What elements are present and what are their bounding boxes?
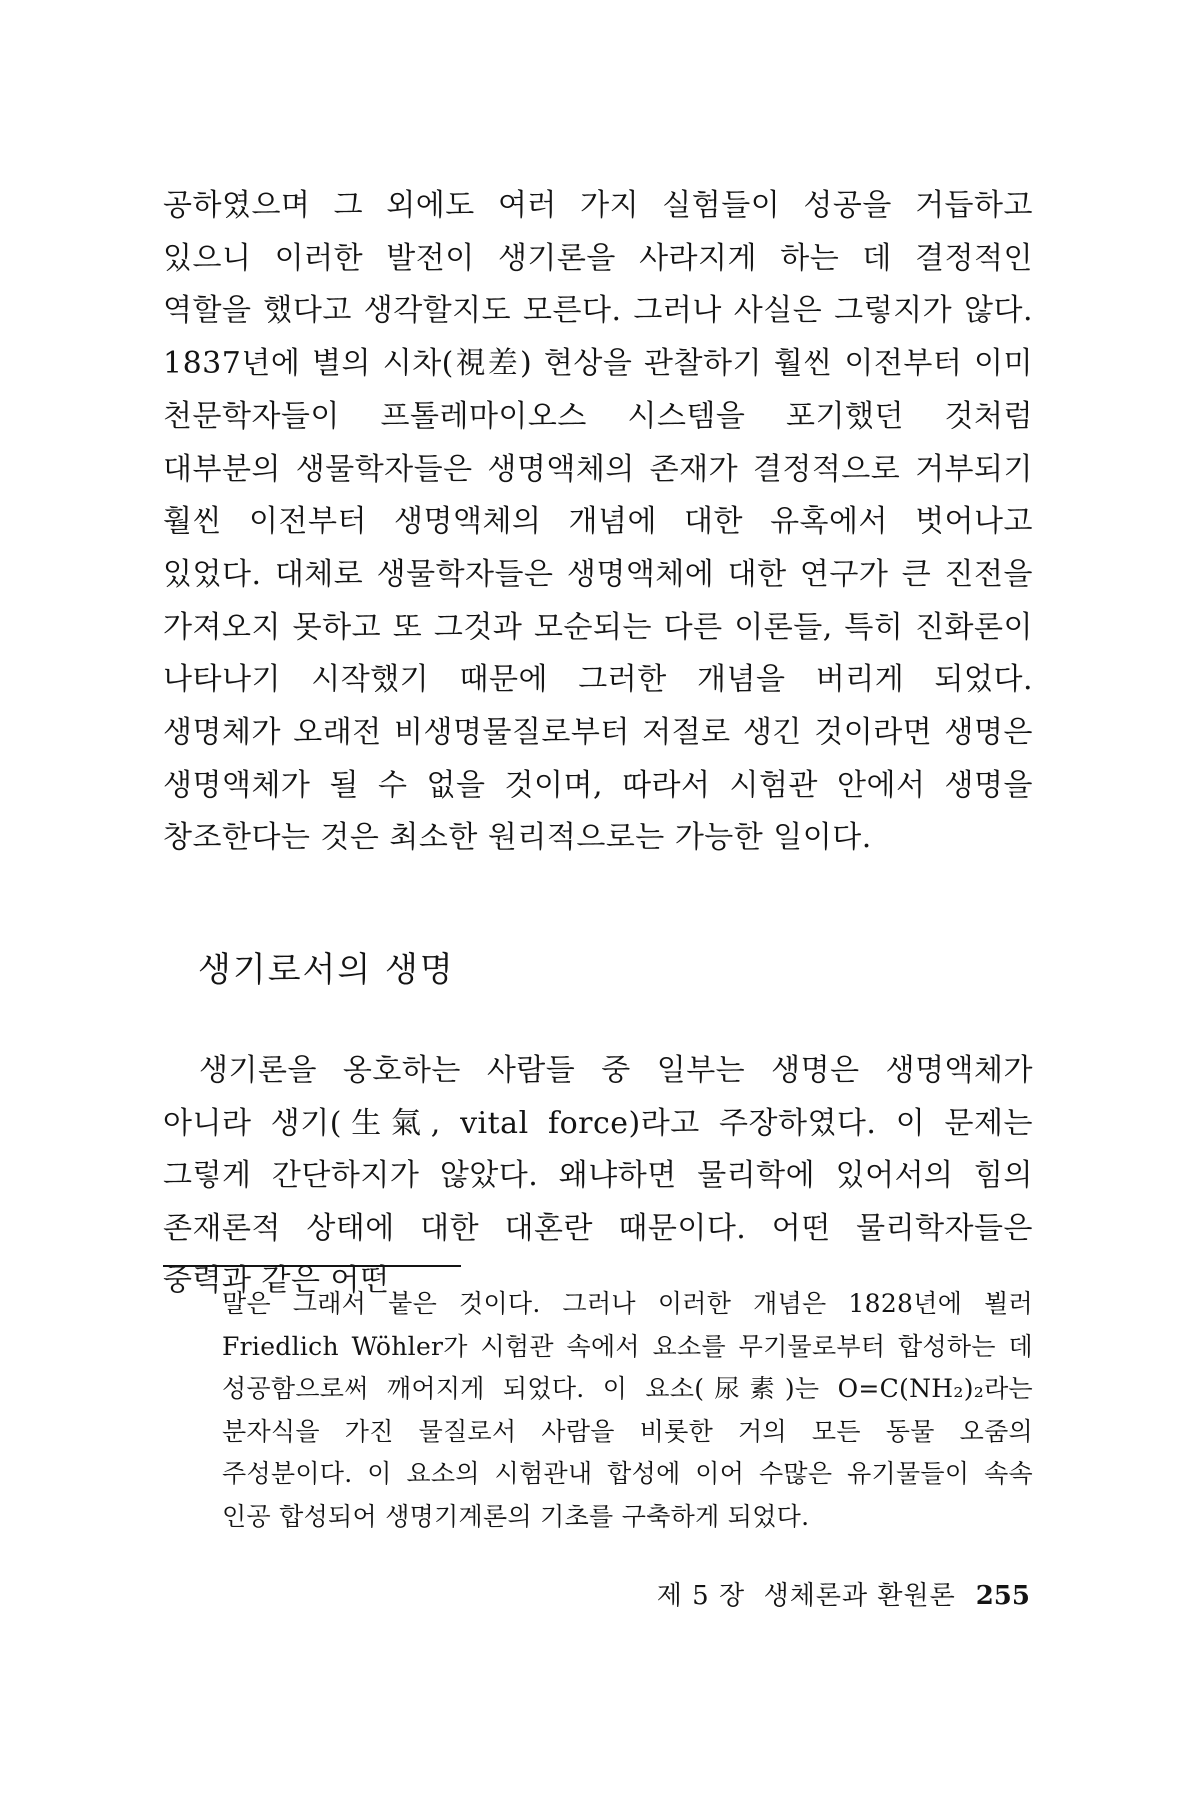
chapter-title: 제 5 장 생체론과 환원론: [656, 1581, 956, 1611]
footnote-divider: [163, 1265, 461, 1267]
running-footer: [630, 1575, 1030, 1619]
section-heading: 생기로서의 생명: [198, 950, 455, 990]
section-text-block: [163, 1045, 1033, 1308]
footnote-text: 말은 그래서 붙은 것이다. 그러나 이러한 개념은 1828년에 뵐러 Friedlich Wöhler가 시험관 속에서 요소를 무기물로부터 합성하는 데 성공함으로써 깨어지게 되었다. 이 요소(尿素)는 O=C(NH₂)₂라는 분자식을 가진 물질로서 사람을 비롯한 거의 모든 동물 오줌의 주성분이다. 이 요소의 시험관내 합성에 이어 수많은 유기물들이 속속 인공 합성되어 생명기계론의 기초를 구축하게 되었다.: [222, 1289, 1033, 1531]
body-paragraph: 공하였으며 그 외에도 여러 가지 실험들이 성공을 거듭하고 있으니 이러한 발전이 생기론을 사라지게 하는 데 결정적인 역할을 했다고 생각할지도 모른다. 그러나 사실은 그렇지가 않다. 1837년에 별의 시차(視差) 현상을 관찰하기 훨씬 이전부터 이미 천문학자들이 프톨레마이오스 시스템을 포기했던 것처럼 대부분의 생물학자들은 생명액체의 존재가 결정적으로 거부되기 훨씬 이전부터 생명액체의 개념에 대한 유혹에서 벗어나고 있었다. 대체로 생물학자들은 생명액체에 대한 연구가 큰 진전을 가져오지 못하고 또 그것과 모순되는 다른 이론들, 특히 진화론이 나타나기 시작했기 때문에 그러한 개념을 버리게 되었다. 생명체가 오래전 비생명물질로부터 저절로 생긴 것이라면 생명은 생명액체가 될 수 없을 것이며, 따라서 시험관 안에서 생명을 창조한다는 것은 최소한 원리적으로는 가능한 일이다.: [163, 188, 1033, 856]
footnote-block: [222, 1283, 1033, 1538]
page-number: 255: [975, 1581, 1030, 1611]
main-text-block: [163, 180, 1033, 865]
section-paragraph: 생기론을 옹호하는 사람들 중 일부는 생명은 생명액체가 아니라 생기(生氣, vital force)라고 주장하였다. 이 문제는 그렇게 간단하지가 않았다. 왜냐하면 물리학에 있어서의 힘의 존재론적 상태에 대한 대혼란 때문이다. 어떤 물리학자들은 중력과 같은 어떤: [163, 1053, 1033, 1298]
